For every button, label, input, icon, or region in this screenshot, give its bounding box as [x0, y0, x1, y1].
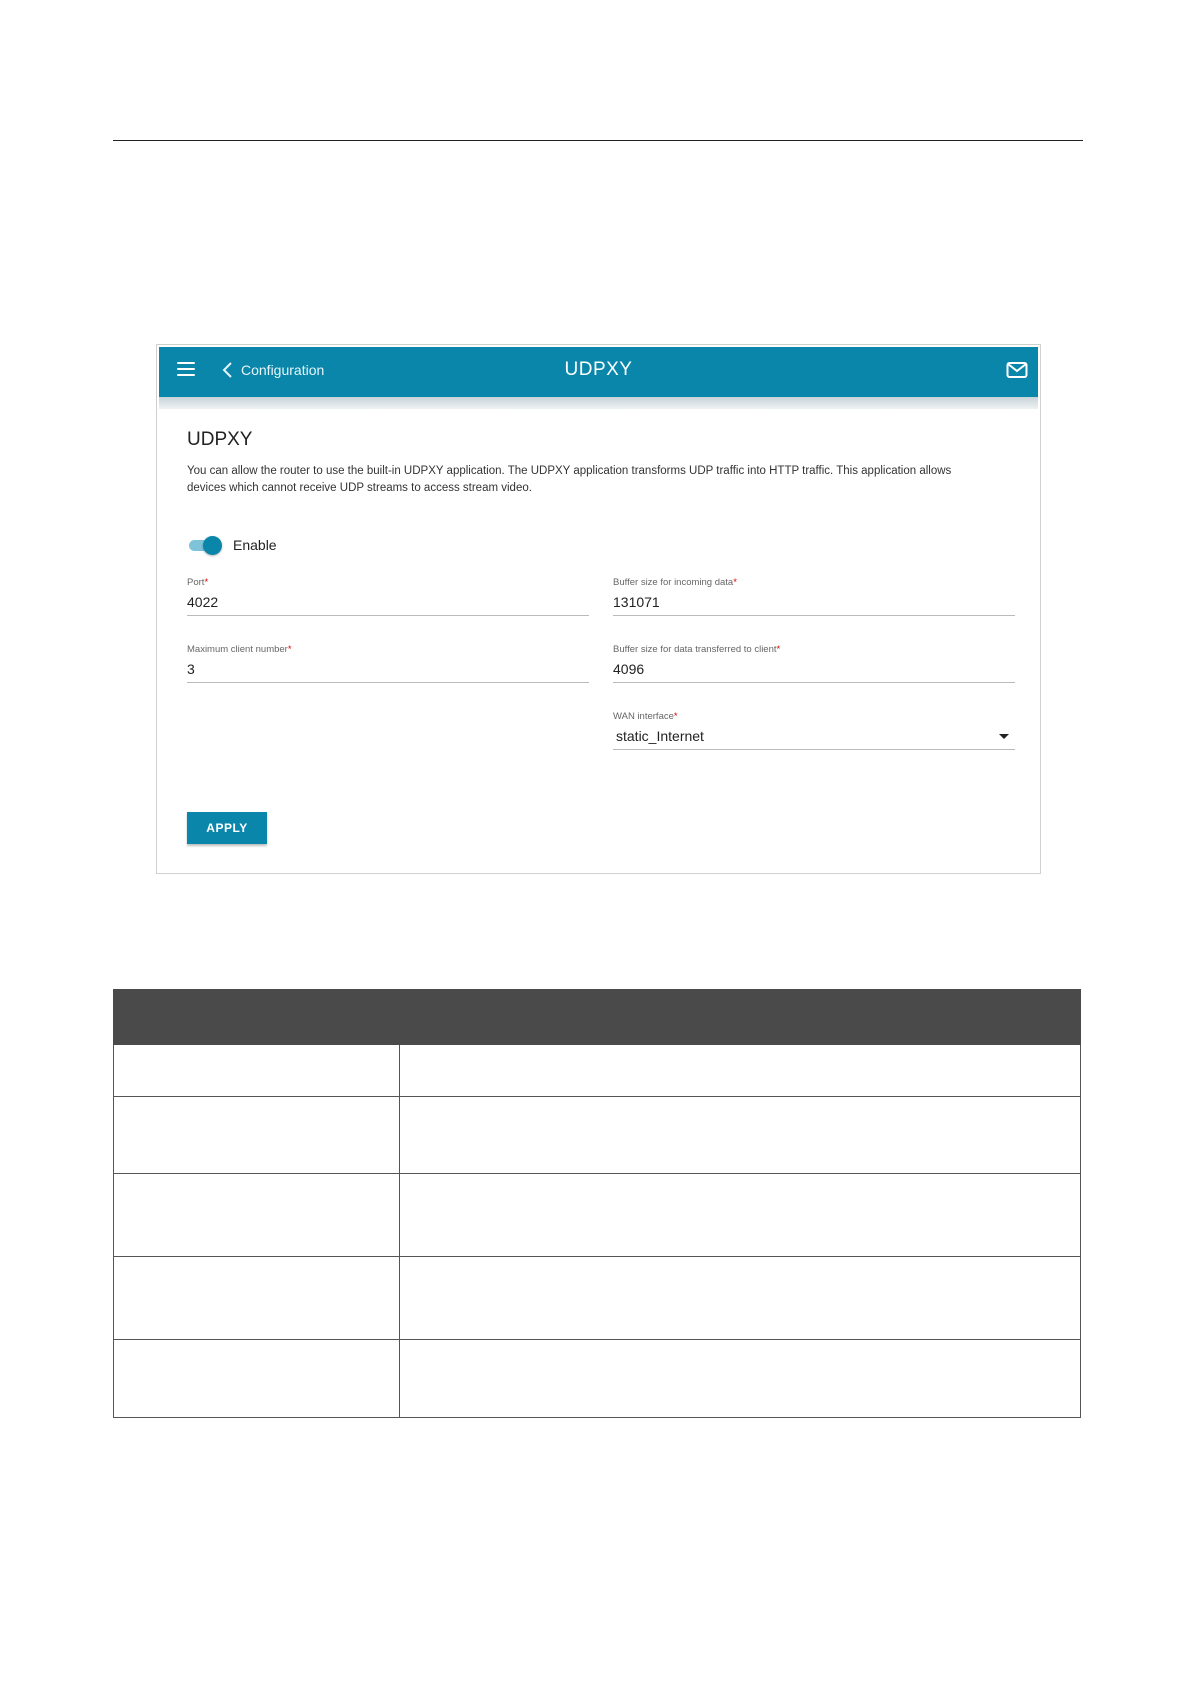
enable-row: [187, 535, 277, 555]
wan-interface-value: static_Internet: [616, 728, 704, 744]
table-row: [114, 1340, 1081, 1418]
page-title: UDPXY: [564, 359, 633, 380]
enable-toggle[interactable]: [187, 535, 221, 555]
table-row: [114, 1097, 1081, 1174]
mail-icon[interactable]: [1006, 361, 1028, 379]
max-client-label: Maximum client number: [187, 644, 288, 655]
wan-interface-label: WAN interface: [613, 711, 674, 722]
section-title: UDPXY: [187, 429, 253, 450]
apply-button[interactable]: APPLY: [187, 812, 267, 844]
top-bar: [159, 347, 1038, 397]
header-shadow: [159, 397, 1038, 409]
port-label: Port: [187, 577, 205, 588]
buffer-incoming-field: Buffer size for incoming data* 131071: [613, 577, 1015, 616]
wan-interface-field: WAN interface* static_Internet: [613, 711, 1015, 750]
table-row: [114, 1174, 1081, 1257]
buffer-client-label: Buffer size for data transferred to client: [613, 644, 777, 655]
page-top-rule: [113, 140, 1083, 141]
buffer-client-field: Buffer size for data transferred to client* 4096: [613, 644, 1015, 683]
wan-interface-select[interactable]: [613, 722, 1015, 750]
back-label: Configuration: [241, 362, 325, 378]
table-row: [114, 1045, 1081, 1097]
udpxy-form: [187, 429, 1007, 835]
buffer-incoming-label: Buffer size for incoming data: [613, 577, 734, 588]
parameters-table: [113, 989, 1081, 1418]
table-row: [114, 1257, 1081, 1340]
buffer-incoming-input[interactable]: 131071: [613, 588, 1015, 616]
enable-label: Enable: [233, 537, 277, 553]
udpxy-screenshot: [156, 344, 1041, 874]
port-input[interactable]: 4022: [187, 588, 589, 616]
table-header: [114, 990, 1081, 1045]
max-client-field: Maximum client number* 3: [187, 644, 589, 683]
caret-down-icon: [999, 734, 1009, 739]
port-field: Port* 4022: [187, 577, 589, 616]
max-client-input[interactable]: 3: [187, 655, 589, 683]
section-description: You can allow the router to use the built-in UDPXY application. The UDPXY application transforms UDP traffic into HTTP traffic. This application allows devices which cannot receive UDP streams to access stream video.: [187, 465, 952, 494]
table-header-row: [114, 990, 1081, 1045]
buffer-client-input[interactable]: 4096: [613, 655, 1015, 683]
